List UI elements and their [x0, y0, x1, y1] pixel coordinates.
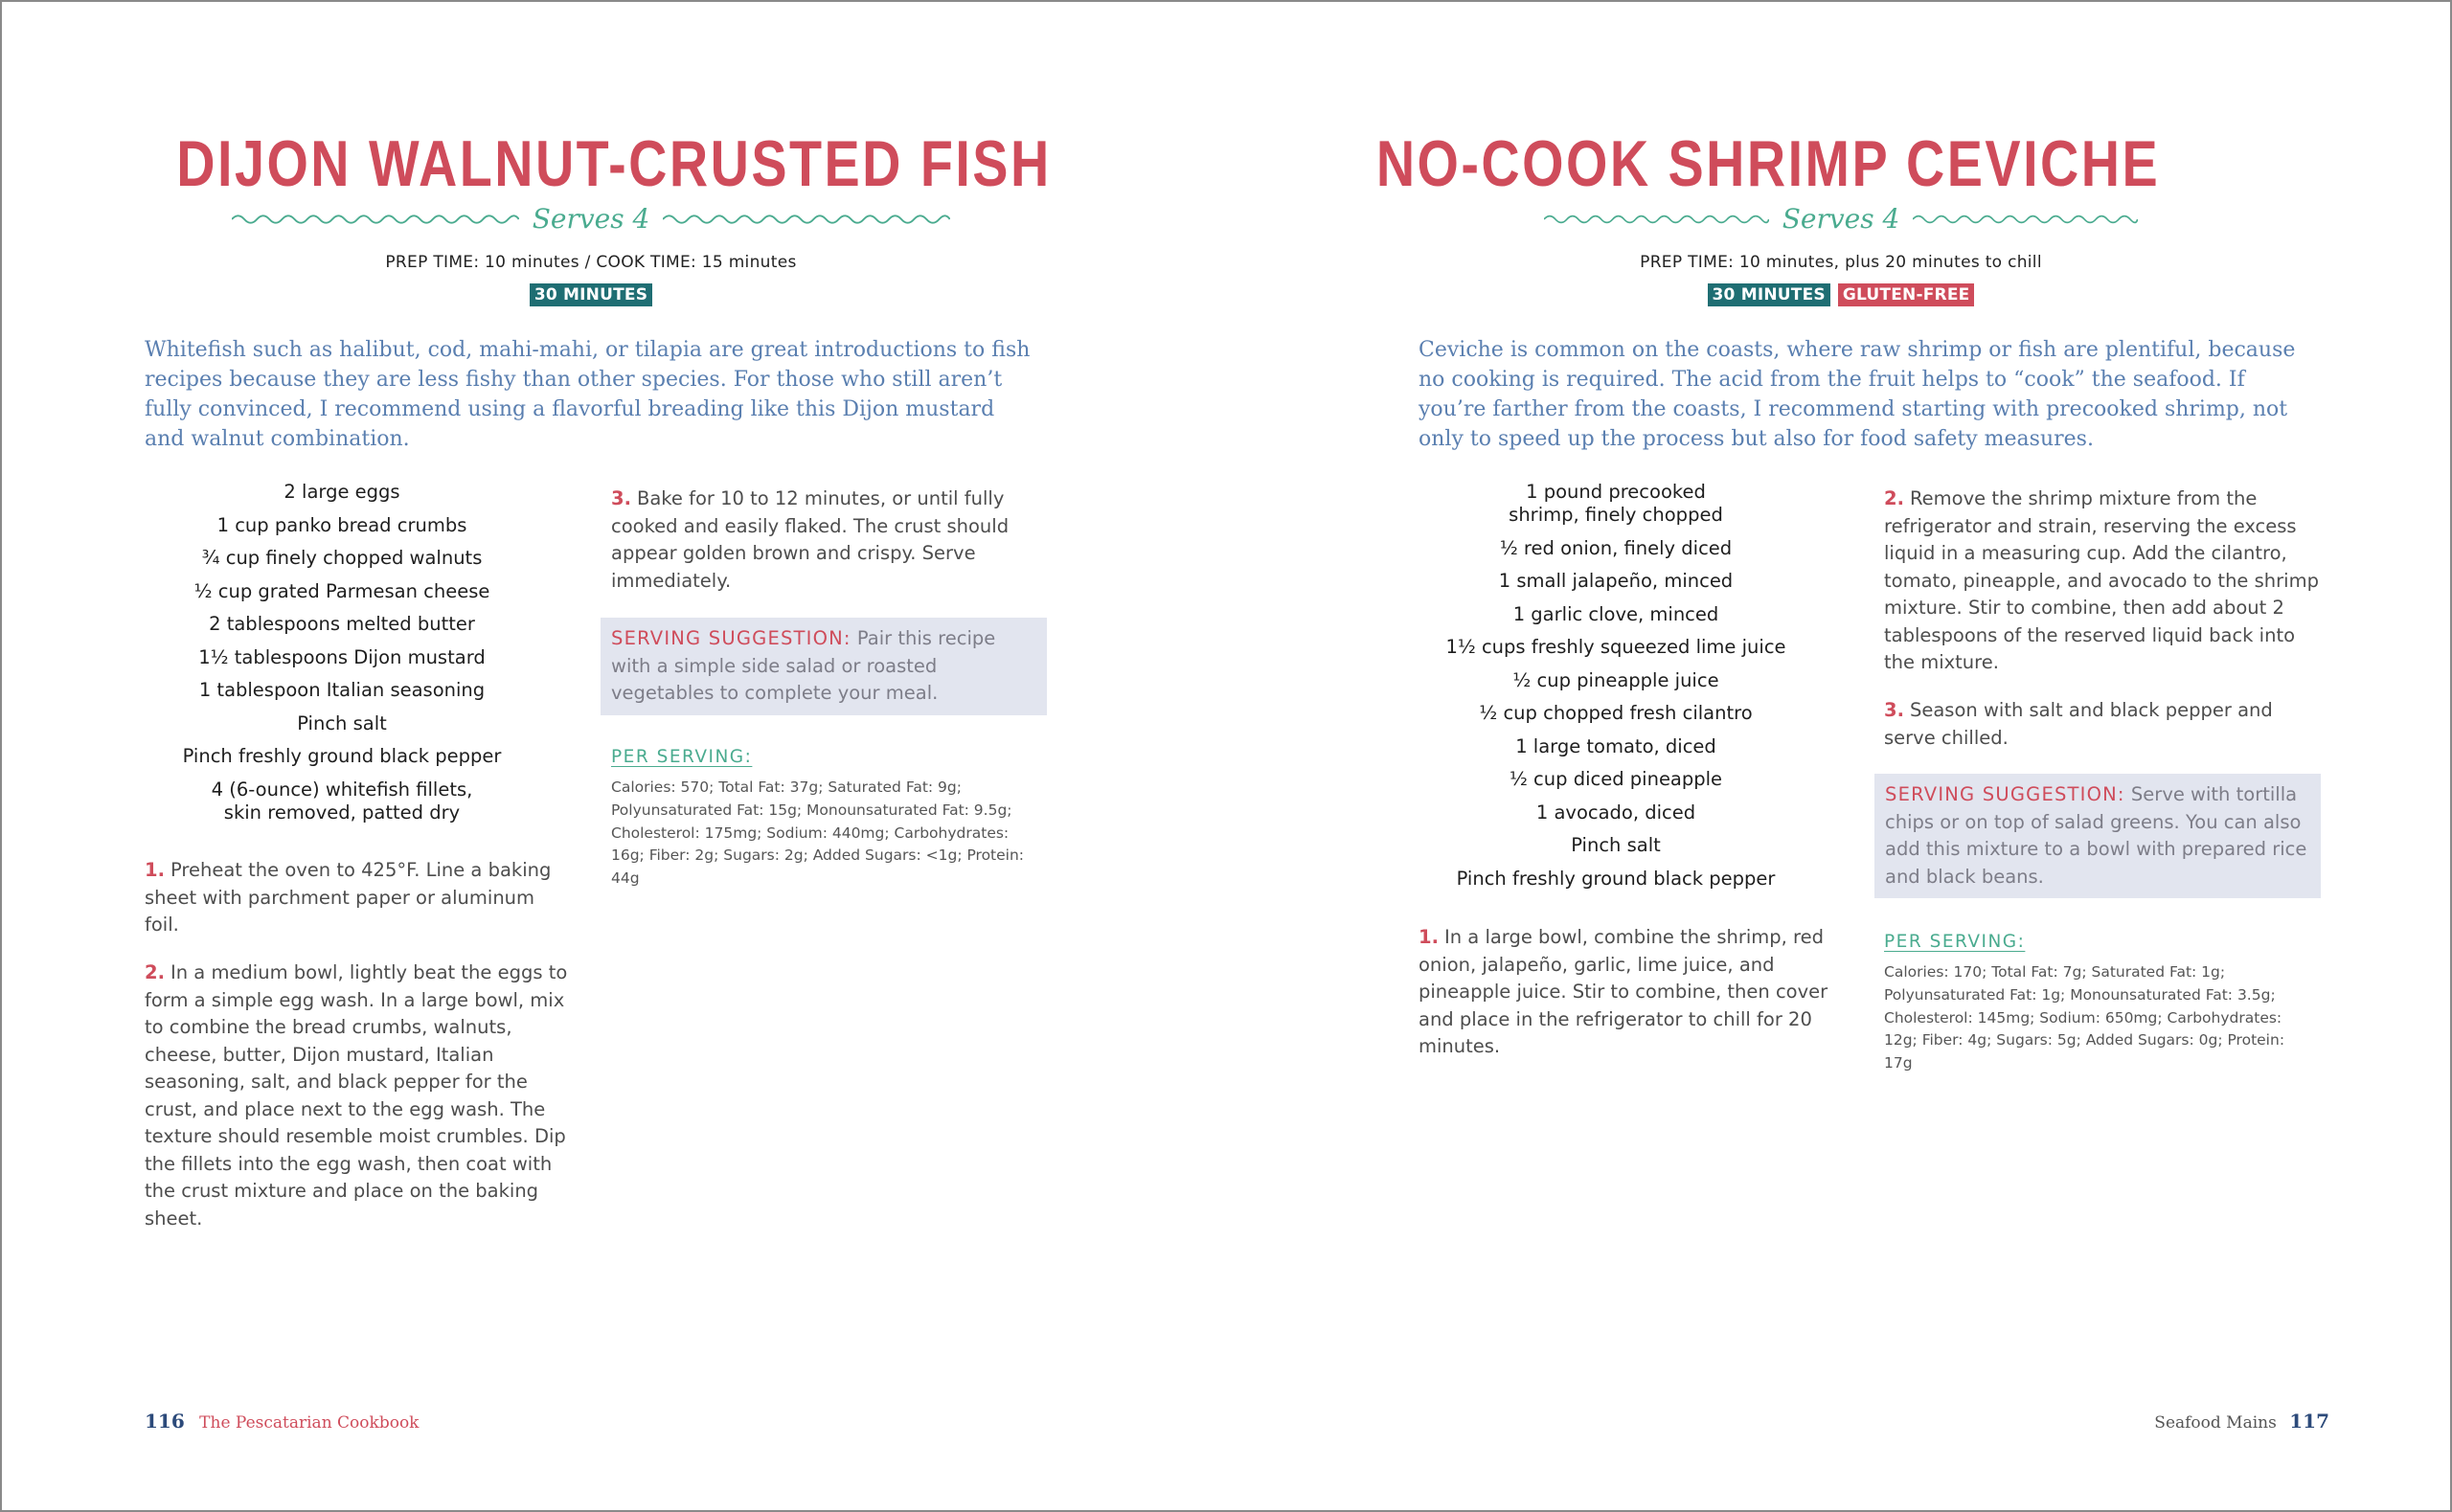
- recipe-title: DIJON WALNUT-CRUSTED FISH: [176, 127, 1052, 200]
- badge-30-minutes: 30 MINUTES: [530, 283, 652, 306]
- step-number: 2.: [145, 961, 165, 983]
- ingredient-item: Pinch salt: [297, 711, 387, 734]
- serves-divider: [1544, 203, 2138, 235]
- step-1: [1419, 924, 1854, 1061]
- serves-label: Serves 4: [532, 203, 650, 235]
- recipe-title: NO-COOK SHRIMP CEVICHE: [1375, 127, 2161, 200]
- step-number: 3.: [611, 487, 631, 509]
- ingredient-list: [1424, 481, 1807, 900]
- ingredient-item: 2 tablespoons melted butter: [209, 613, 475, 635]
- wavy-line-icon: [663, 212, 950, 227]
- ingredient-item: ½ cup chopped fresh cilantro: [1479, 702, 1753, 724]
- nutrition-facts: Calories: 570; Total Fat: 37g; Saturated Fat: 9g; Polyunsaturated Fat: 15g; Monounsaturated Fat: 9.5g; Cholesterol: 175mg; Sodium: 440mg; Carbohydrates: 16g; Fiber: 2g; Sugars: 2g; Added Sugars: <1g; Protein: 44g: [611, 779, 1025, 888]
- prep-time: PREP TIME: 10 minutes / COOK TIME: 15 minutes: [385, 253, 797, 272]
- ingredient-item: ½ cup pineapple juice: [1512, 668, 1719, 691]
- ingredient-item: Pinch freshly ground black pepper: [182, 745, 502, 767]
- ingredient-item: 4 (6-ounce) whitefish fillets, skin removed, patted dry: [211, 778, 473, 824]
- badge-row: [2, 283, 1180, 306]
- ingredient-item: 1 avocado, diced: [1535, 801, 1696, 824]
- step-text: In a medium bowl, lightly beat the eggs to form a simple egg wash. In a large bowl, mix to combine the bread crumbs, walnuts, cheese, butter, Dijon mustard, Italian seasoning, salt, and black pepper for the crust, and place next to the egg wash. The texture should resemble moist crumbles. Dip the fillets into the egg wash, then coat with the crust mixture and place on the baking sheet.: [145, 961, 568, 1230]
- step-text: Remove the shrimp mixture from the refrigerator and strain, reserving the excess liquid in a measuring cup. Add the cilantro, tomato, pineapple, and avocado to the shrimp mixture. Stir to combine, then add about 2 tablespoons of the reserved liquid back into the mixture.: [1884, 487, 2319, 673]
- serving-suggestion-box: [1874, 774, 2321, 898]
- badge-gluten-free: GLUTEN-FREE: [1838, 283, 1975, 306]
- step-text: Season with salt and black pepper and serve chilled.: [1884, 699, 2273, 749]
- ingredient-item: 1 garlic clove, minced: [1512, 602, 1719, 625]
- ingredient-list: [155, 481, 529, 834]
- nutrition-facts: Calories: 170; Total Fat: 7g; Saturated Fat: 1g; Polyunsaturated Fat: 1g; Monounsaturated Fat: 3.5g; Cholesterol: 145mg; Sodium: 650mg; Carbohydrates: 12g; Fiber: 4g; Sugars: 5g; Added Sugars: 0g; Protein: 17g: [1884, 963, 2285, 1072]
- serving-suggestion-box: [601, 618, 1047, 715]
- ingredient-item: 1 pound precooked shrimp, finely chopped: [1509, 481, 1723, 526]
- serving-suggestion-text: Pair this recipe with a simple side salad or roasted vegetables to complete your meal.: [611, 627, 996, 704]
- wavy-line-icon: [232, 212, 519, 227]
- ingredient-item: 1 large tomato, diced: [1515, 734, 1716, 757]
- badge-row: [1276, 283, 2406, 306]
- step-1: [145, 857, 571, 939]
- per-serving-label: PER SERVING:: [1884, 932, 2026, 952]
- serves-label: Serves 4: [1782, 203, 1900, 235]
- step-number: 3.: [1884, 699, 1904, 721]
- step-number: 1.: [145, 859, 165, 881]
- page-footer: [145, 1410, 419, 1433]
- step-text: In a large bowl, combine the shrimp, red onion, jalapeño, garlic, lime juice, and pineapple juice. Stir to combine, then cover and place in the refrigerator to chill for 20 minutes.: [1419, 926, 1828, 1057]
- recipe-intro: Ceviche is common on the coasts, where raw shrimp or fish are plentiful, because no cooking is required. The acid from the fruit helps to “cook” the seafood. If you’re farther from the coasts, I recommend starting with precooked shrimp, not only to speed up the process but also for food safety measures.: [1419, 338, 2296, 451]
- ingredient-item: 1 tablespoon Italian seasoning: [198, 679, 486, 701]
- per-serving-label: PER SERVING:: [611, 747, 753, 767]
- wavy-line-icon: [1913, 212, 2138, 227]
- page-number: 116: [145, 1410, 185, 1433]
- step-text: Preheat the oven to 425°F. Line a baking sheet with parchment paper or aluminum foil.: [145, 859, 552, 936]
- ingredient-item: Pinch salt: [1571, 834, 1661, 856]
- page-number: 117: [2289, 1410, 2329, 1433]
- ingredient-item: 2 large eggs: [284, 481, 400, 503]
- step-number: 1.: [1419, 926, 1439, 948]
- step-number: 2.: [1884, 487, 1904, 509]
- step-3: [611, 485, 1042, 595]
- serving-suggestion-label: SERVING SUGGESTION:: [1885, 783, 2125, 805]
- ingredient-item: 1½ cups freshly squeezed lime juice: [1445, 636, 1786, 658]
- step-2: [1884, 485, 2325, 677]
- step-2: [145, 959, 571, 1232]
- ingredient-item: ¾ cup finely chopped walnuts: [201, 547, 483, 569]
- page-footer: [2154, 1410, 2329, 1433]
- prep-time: PREP TIME: 10 minutes, plus 20 minutes to chill: [1640, 253, 2042, 272]
- book-title: The Pescatarian Cookbook: [199, 1413, 420, 1433]
- left-page: [2, 2, 1226, 1510]
- ingredient-item: Pinch freshly ground black pepper: [1456, 867, 1776, 890]
- ingredient-item: ½ cup diced pineapple: [1509, 768, 1723, 790]
- recipe-intro: Whitefish such as halibut, cod, mahi-mahi, or tilapia are great introductions to fish recipes because they are less fishy than other species. For those who still aren’t fully convinced, I recommend using a flavorful breading like this Dijon mustard and walnut combination.: [145, 338, 1031, 451]
- ingredient-item: ½ red onion, finely diced: [1499, 536, 1733, 559]
- ingredient-item: 1 small jalapeño, minced: [1498, 570, 1734, 592]
- serving-suggestion-label: SERVING SUGGESTION:: [611, 627, 851, 649]
- right-page: [1228, 2, 2452, 1510]
- serves-divider: [232, 203, 950, 235]
- badge-30-minutes: 30 MINUTES: [1708, 283, 1830, 306]
- step-text: Bake for 10 to 12 minutes, or until fully cooked and easily flaked. The crust should appear golden brown and crispy. Serve immediately.: [611, 487, 1010, 592]
- ingredient-item: ½ cup grated Parmesan cheese: [193, 579, 490, 602]
- ingredient-item: 1½ tablespoons Dijon mustard: [198, 645, 486, 668]
- wavy-line-icon: [1544, 212, 1769, 227]
- ingredient-item: 1 cup panko bread crumbs: [216, 513, 467, 536]
- section-title: Seafood Mains: [2154, 1413, 2277, 1433]
- step-3: [1884, 697, 2325, 752]
- serving-suggestion-text: Serve with tortilla chips or on top of salad greens. You can also add this mixture to a bowl with prepared rice and black beans.: [1885, 783, 2307, 888]
